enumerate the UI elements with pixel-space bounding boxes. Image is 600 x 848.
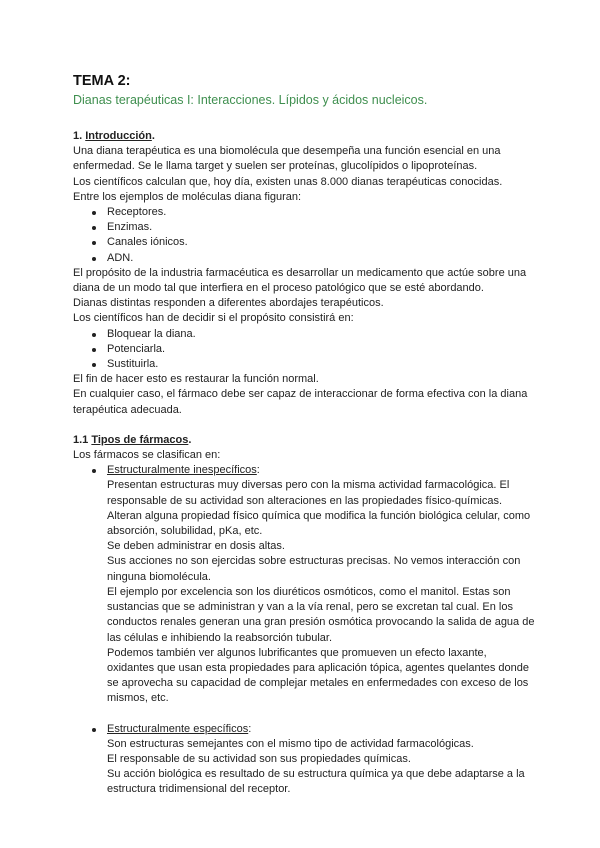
drug-type-item-nonspecific xyxy=(73,463,535,706)
document-title: TEMA 2: xyxy=(73,73,131,89)
paragraph: Su acción biológica es resultado de su estructura química ya que debe adaptarse a la estructura tridimensional del receptor. xyxy=(107,768,525,796)
section-heading-drug-types xyxy=(73,433,535,448)
paragraph: Los científicos calculan que, hoy día, existen unas 8.000 dianas terapéuticas conocidas. xyxy=(73,175,503,188)
paragraph: Presentan estructuras muy diversas pero con la misma actividad farmacológica. El responsable de su actividad son alteraciones en las propiedades físico-químicas. xyxy=(107,479,510,507)
drug-type-label: Estructuralmente específicos xyxy=(107,722,249,735)
section-heading-introduction xyxy=(73,129,535,144)
paragraph: Dianas distintas responden a diferentes abordajes terapéuticos. xyxy=(73,297,384,310)
target-examples-list xyxy=(73,205,535,266)
section-title-suffix: . xyxy=(188,433,192,446)
paragraph: Se deben administrar en dosis altas. xyxy=(107,540,285,553)
list-item: ADN. xyxy=(73,251,535,266)
drug-type-label-suffix: : xyxy=(256,464,260,477)
paragraph: Entre los ejemplos de moléculas diana figuran: xyxy=(73,190,302,203)
document-subtitle: Dianas terapéuticas I: Interacciones. Lípidos y ácidos nucleicos. xyxy=(73,93,428,107)
paragraph: Son estructuras semejantes con el mismo tipo de actividad farmacológicas. xyxy=(107,737,474,750)
list-item: Enzimas. xyxy=(73,220,535,235)
drug-type-item-specific xyxy=(73,722,535,798)
paragraph: El propósito de la industria farmacéutica es desarrollar un medicamento que actúe sobre una diana de un modo tal que interfiera en el proceso patológico que se esté abordando. xyxy=(73,266,527,295)
paragraph: El ejemplo por excelencia son los diuréticos osmóticos, como el manitol. Estas son sustancias que se administran y van a la vía renal, pero se excretan tal cual. En los conductos renales generan una gran presión osmótica provocando la salida de agua de las células e inhibiendo la reabsorción tubular. xyxy=(107,585,535,644)
section-title: Tipos de fármacos xyxy=(91,433,189,446)
section-number: 1. xyxy=(73,130,86,142)
purposes-list xyxy=(73,327,535,373)
paragraph: Alteran alguna propiedad físico química que modifica la función biológica celular, como absorción, solubilidad, pKa, etc. xyxy=(107,509,531,538)
document-content xyxy=(73,72,535,798)
drug-type-label: Estructuralmente inespecíficos xyxy=(107,464,257,477)
paragraph: El responsable de su actividad son sus propiedades químicas. xyxy=(107,752,411,765)
drug-type-heading xyxy=(107,463,535,478)
paragraph: En cualquier caso, el fármaco debe ser capaz de interaccionar de forma efectiva con la diana terapéutica adecuada. xyxy=(73,388,528,416)
paragraph: Sus acciones no son ejercidas sobre estructuras precisas. No vemos interacción con ninguna biomolécula. xyxy=(107,555,521,583)
paragraph: Los fármacos se clasifican en: xyxy=(73,449,221,462)
drug-type-label-suffix: : xyxy=(248,722,252,735)
paragraph: Los científicos han de decidir si el propósito consistirá en: xyxy=(73,312,354,325)
list-item: Bloquear la diana. xyxy=(73,327,535,342)
section-title: Introducción xyxy=(85,130,152,142)
list-item: Sustituirla. xyxy=(73,357,535,372)
list-item: Canales iónicos. xyxy=(73,235,535,250)
paragraph: Podemos también ver algunos lubrificantes que promueven un efecto laxante, oxidantes que usan esta propiedades para aplicación tópica, agentes quelantes donde se aprovecha su capacidad de complejar metales en enfermedades con exceso de los mismos, etc. xyxy=(107,646,529,705)
list-item: Potenciarla. xyxy=(73,342,535,357)
section-number: 1.1 xyxy=(73,433,92,446)
drug-types-list xyxy=(73,463,535,797)
section-title-suffix: . xyxy=(151,130,155,142)
paragraph: Una diana terapéutica es una biomolécula que desempeña una función esencial en una enfermedad. Se le llama target y suelen ser proteínas, glucolípidos o lipoproteínas. xyxy=(73,145,501,173)
drug-type-heading xyxy=(107,722,535,737)
list-item: Receptores. xyxy=(73,205,535,220)
paragraph: El fin de hacer esto es restaurar la función normal. xyxy=(73,373,319,386)
